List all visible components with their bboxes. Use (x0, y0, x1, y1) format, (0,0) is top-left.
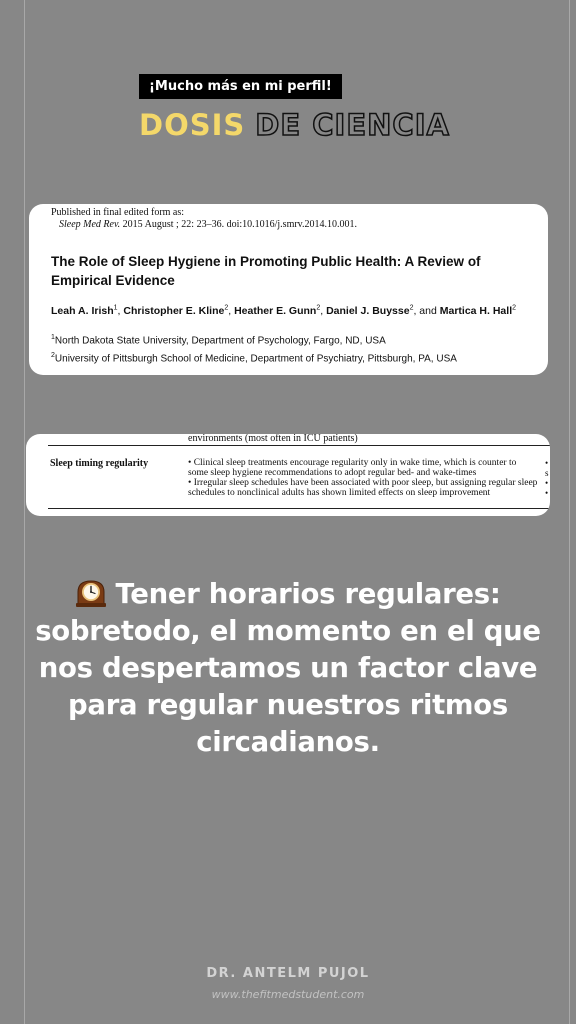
right-guide-line (569, 0, 570, 1024)
author: Heather E. Gunn$^2$, (234, 304, 327, 317)
paper-title: The Role of Sleep Hygiene in Promoting Public Health: A Review of Empirical Evidence (51, 254, 481, 288)
journal-name: Sleep Med Rev. (59, 219, 121, 230)
table-row-label: Sleep timing regularity (50, 458, 149, 469)
main-message-text: Tener horarios regulares: sobretodo, el momento en el que nos despertamos un factor clave para regular nuestros ritmos circadianos. (35, 578, 541, 758)
bullet-line: • Clinical sleep treatments encourage regularity only in wake time, which is counter to (188, 458, 517, 468)
published-line: Published in final edited form as: (51, 207, 185, 218)
publication-info (51, 207, 357, 231)
website-url[interactable]: www.thefitmedstudent.com (211, 988, 365, 1001)
paper-header-card (29, 204, 548, 375)
left-guide-line (24, 0, 25, 1024)
author: Christopher E. Kline$^2$, (123, 304, 235, 317)
cut-mark: s (545, 468, 549, 478)
cut-off-column (545, 458, 549, 498)
affiliation-1: $^1$North Dakota State University, Department of Psychology, Fargo, ND, USA (51, 334, 386, 347)
cut-mark: • (545, 478, 549, 488)
author-name: DR. ANTELM PUJOL (206, 966, 370, 981)
brand-title (139, 108, 450, 142)
author: Daniel J. Buysse$^2$, and (326, 304, 440, 317)
author-list (51, 301, 521, 318)
bullet-line: some sleep hygiene recommendations to adopt regular bed- and wake-times (188, 468, 477, 478)
table-rule-top (48, 445, 550, 446)
citation-line (59, 219, 357, 231)
bullet-line: schedules to nonclinical adults has shown limited effects on sleep improvement (188, 488, 491, 498)
author: Martica H. Hall$^2$ (439, 304, 517, 317)
table-row-bullets (188, 458, 543, 498)
bullet-line: • Irregular sleep schedules have been associated with poor sleep, but assigning regular sleep (188, 478, 538, 488)
author: Leah A. Irish$^1$, (51, 304, 124, 317)
brand-word-dosis: DOSIS (139, 108, 246, 142)
brand-word-de-ciencia: DE CIENCIA (255, 108, 450, 142)
cut-mark: • (545, 458, 549, 468)
table-excerpt-card (26, 434, 550, 516)
main-message (30, 576, 546, 761)
profile-promo-badge[interactable]: ¡Mucho más en mi perfil! (139, 74, 342, 99)
citation-details: 2015 August ; 22: 23–36. doi:10.1016/j.smrv.2014.10.001. (120, 219, 358, 230)
cut-mark: • (545, 488, 549, 498)
mantelpiece-clock-icon (75, 576, 107, 608)
table-rule-bottom (48, 508, 550, 509)
affiliation-2: $^2$University of Pittsburgh School of Medicine, Department of Psychiatry, Pittsburgh, PA, USA (51, 352, 457, 365)
previous-row-text: environments (most often in ICU patients) (188, 434, 358, 444)
